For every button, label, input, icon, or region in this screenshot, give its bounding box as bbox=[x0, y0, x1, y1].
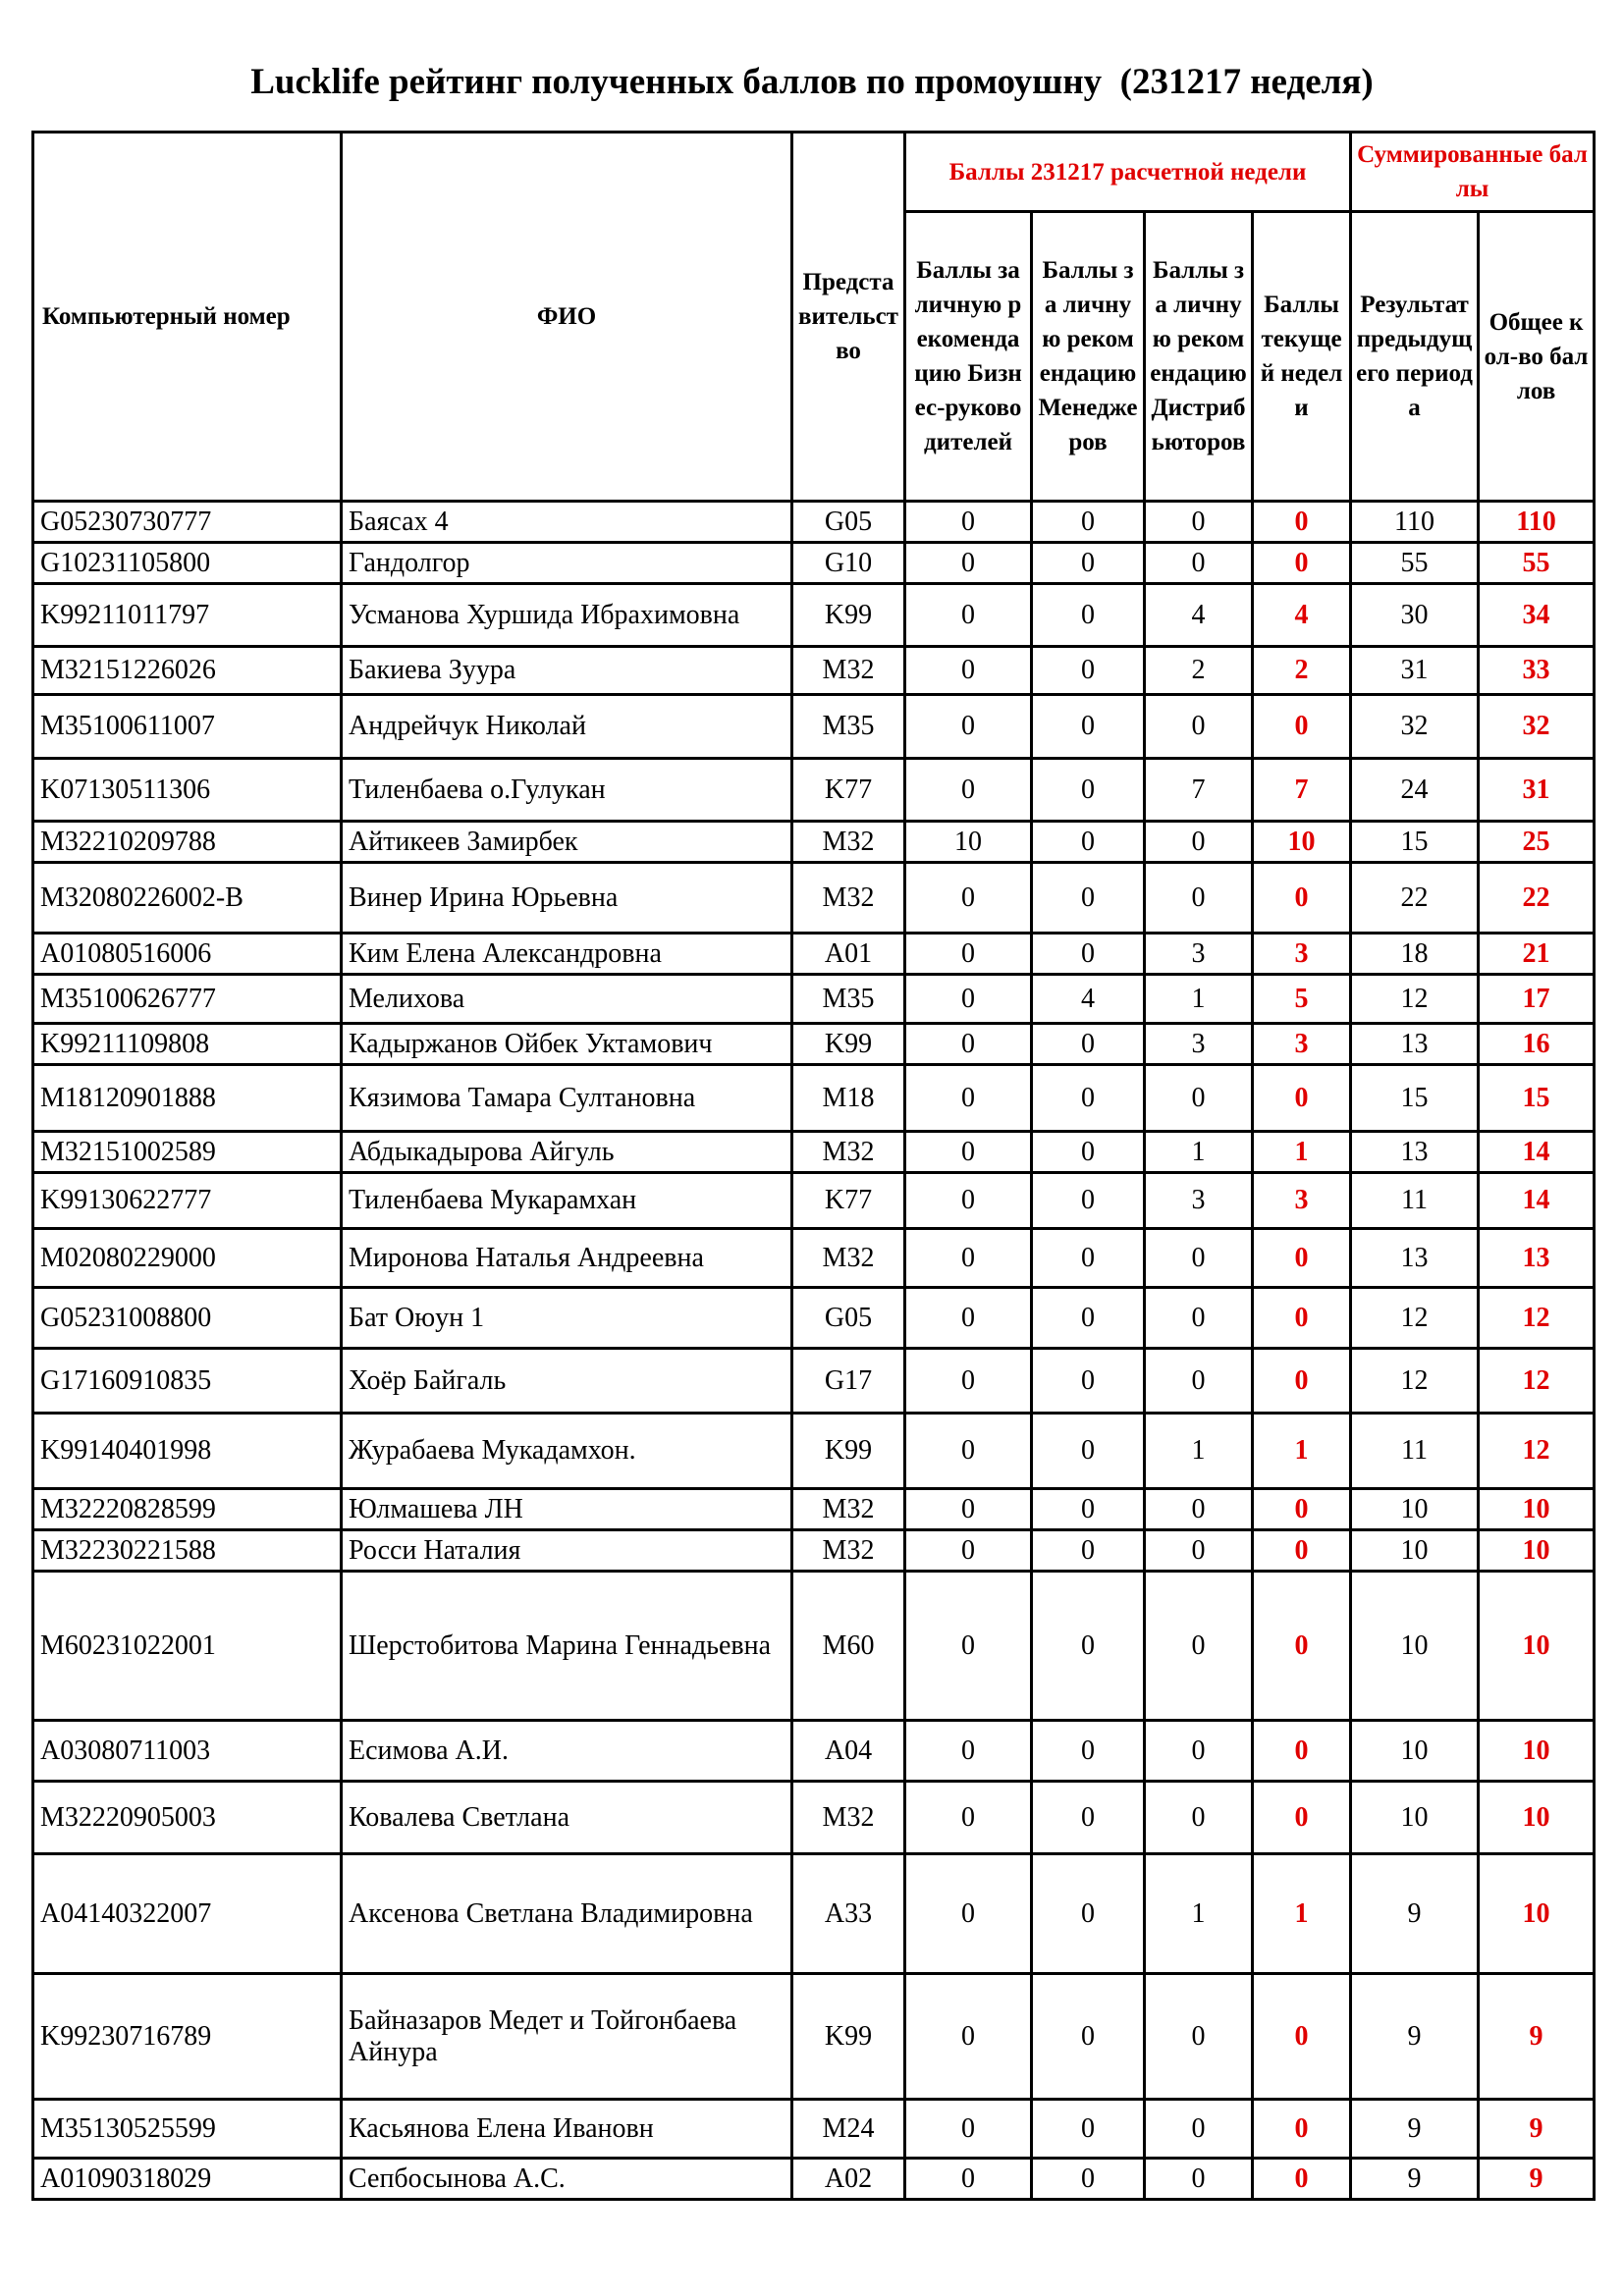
cell-dist: 3 bbox=[1145, 1173, 1253, 1229]
cell-prev: 13 bbox=[1351, 1132, 1479, 1173]
cell-prev: 13 bbox=[1351, 1229, 1479, 1288]
cell-rep: K99 bbox=[792, 584, 905, 647]
cell-dist: 1 bbox=[1145, 1854, 1253, 1974]
cell-biz: 0 bbox=[905, 759, 1032, 822]
cell-total: 9 bbox=[1479, 2100, 1595, 2159]
cell-total: 22 bbox=[1479, 863, 1595, 934]
cell-cur: 0 bbox=[1253, 1065, 1351, 1132]
cell-total: 14 bbox=[1479, 1173, 1595, 1229]
table-row bbox=[33, 1229, 1595, 1288]
cell-dist: 1 bbox=[1145, 975, 1253, 1024]
cell-name: Мелихова bbox=[342, 975, 792, 1024]
cell-name: Касьянова Елена Ивановн bbox=[342, 2100, 792, 2159]
cell-id: M35130525599 bbox=[33, 2100, 342, 2159]
cell-biz: 0 bbox=[905, 502, 1032, 543]
cell-name: Тиленбаева о.Гулукан bbox=[342, 759, 792, 822]
cell-total: 110 bbox=[1479, 502, 1595, 543]
cell-prev: 10 bbox=[1351, 1721, 1479, 1782]
cell-prev: 30 bbox=[1351, 584, 1479, 647]
table-row bbox=[33, 584, 1595, 647]
cell-biz: 0 bbox=[905, 1721, 1032, 1782]
cell-name: Винер Ирина Юрьевна bbox=[342, 863, 792, 934]
cell-id: M02080229000 bbox=[33, 1229, 342, 1288]
cell-id: K99230716789 bbox=[33, 1974, 342, 2100]
cell-mgr: 0 bbox=[1032, 2159, 1145, 2200]
cell-mgr: 0 bbox=[1032, 1854, 1145, 1974]
cell-total: 10 bbox=[1479, 1782, 1595, 1854]
cell-dist: 3 bbox=[1145, 1024, 1253, 1065]
cell-biz: 0 bbox=[905, 1974, 1032, 2100]
cell-biz: 0 bbox=[905, 975, 1032, 1024]
cell-total: 10 bbox=[1479, 1572, 1595, 1721]
cell-prev: 11 bbox=[1351, 1414, 1479, 1489]
table-row bbox=[33, 1854, 1595, 1974]
table-row bbox=[33, 1288, 1595, 1349]
cell-prev: 9 bbox=[1351, 1854, 1479, 1974]
cell-rep: M32 bbox=[792, 1132, 905, 1173]
cell-rep: M32 bbox=[792, 822, 905, 863]
cell-total: 33 bbox=[1479, 647, 1595, 695]
cell-biz: 0 bbox=[905, 647, 1032, 695]
cell-name: Кязимова Тамара Султановна bbox=[342, 1065, 792, 1132]
cell-name: Есимова А.И. bbox=[342, 1721, 792, 1782]
header-week-group: Баллы 231217 расчетной недели bbox=[905, 133, 1351, 212]
cell-dist: 0 bbox=[1145, 2100, 1253, 2159]
cell-dist: 0 bbox=[1145, 2159, 1253, 2200]
cell-biz: 10 bbox=[905, 822, 1032, 863]
cell-name: Шерстобитова Марина Геннадьевна bbox=[342, 1572, 792, 1721]
cell-cur: 3 bbox=[1253, 1173, 1351, 1229]
cell-rep: G05 bbox=[792, 1288, 905, 1349]
cell-biz: 0 bbox=[905, 1572, 1032, 1721]
cell-dist: 4 bbox=[1145, 584, 1253, 647]
cell-total: 10 bbox=[1479, 1721, 1595, 1782]
table-row bbox=[33, 1173, 1595, 1229]
cell-biz: 0 bbox=[905, 1065, 1032, 1132]
cell-biz: 0 bbox=[905, 934, 1032, 975]
cell-mgr: 0 bbox=[1032, 934, 1145, 975]
cell-name: Баясах 4 bbox=[342, 502, 792, 543]
cell-cur: 5 bbox=[1253, 975, 1351, 1024]
cell-total: 9 bbox=[1479, 2159, 1595, 2200]
cell-total: 10 bbox=[1479, 1489, 1595, 1530]
table-row bbox=[33, 1024, 1595, 1065]
cell-cur: 0 bbox=[1253, 2100, 1351, 2159]
cell-prev: 55 bbox=[1351, 543, 1479, 584]
cell-dist: 0 bbox=[1145, 1782, 1253, 1854]
header-total: Общее кол-во баллов bbox=[1479, 212, 1595, 502]
cell-name: Журабаева Мукадамхон. bbox=[342, 1414, 792, 1489]
cell-dist: 0 bbox=[1145, 1229, 1253, 1288]
cell-rep: A01 bbox=[792, 934, 905, 975]
cell-mgr: 4 bbox=[1032, 975, 1145, 1024]
cell-rep: A02 bbox=[792, 2159, 905, 2200]
cell-rep: M35 bbox=[792, 695, 905, 759]
cell-mgr: 0 bbox=[1032, 1489, 1145, 1530]
cell-prev: 22 bbox=[1351, 863, 1479, 934]
cell-rep: M32 bbox=[792, 1782, 905, 1854]
cell-biz: 0 bbox=[905, 543, 1032, 584]
cell-prev: 9 bbox=[1351, 2100, 1479, 2159]
cell-mgr: 0 bbox=[1032, 1782, 1145, 1854]
cell-biz: 0 bbox=[905, 584, 1032, 647]
table-row bbox=[33, 502, 1595, 543]
cell-biz: 0 bbox=[905, 1782, 1032, 1854]
cell-rep: K77 bbox=[792, 759, 905, 822]
cell-dist: 0 bbox=[1145, 1572, 1253, 1721]
cell-rep: M35 bbox=[792, 975, 905, 1024]
cell-mgr: 0 bbox=[1032, 1414, 1145, 1489]
cell-total: 21 bbox=[1479, 934, 1595, 975]
cell-mgr: 0 bbox=[1032, 759, 1145, 822]
header-distributor-points: Баллы за личную рекомендацию Дистрибьюторов bbox=[1145, 212, 1253, 502]
cell-mgr: 0 bbox=[1032, 1065, 1145, 1132]
cell-prev: 15 bbox=[1351, 822, 1479, 863]
cell-cur: 4 bbox=[1253, 584, 1351, 647]
rating-table bbox=[31, 131, 1596, 2201]
table-row bbox=[33, 1414, 1595, 1489]
cell-name: Абдыкадырова Айгуль bbox=[342, 1132, 792, 1173]
cell-id: A03080711003 bbox=[33, 1721, 342, 1782]
cell-prev: 9 bbox=[1351, 1974, 1479, 2100]
cell-mgr: 0 bbox=[1032, 1024, 1145, 1065]
table-row bbox=[33, 1349, 1595, 1414]
cell-total: 9 bbox=[1479, 1974, 1595, 2100]
cell-id: A01090318029 bbox=[33, 2159, 342, 2200]
cell-cur: 10 bbox=[1253, 822, 1351, 863]
cell-total: 12 bbox=[1479, 1414, 1595, 1489]
cell-id: M35100611007 bbox=[33, 695, 342, 759]
cell-prev: 32 bbox=[1351, 695, 1479, 759]
cell-total: 55 bbox=[1479, 543, 1595, 584]
cell-total: 12 bbox=[1479, 1288, 1595, 1349]
table-row bbox=[33, 822, 1595, 863]
cell-total: 34 bbox=[1479, 584, 1595, 647]
cell-id: M32220905003 bbox=[33, 1782, 342, 1854]
cell-cur: 0 bbox=[1253, 1721, 1351, 1782]
cell-mgr: 0 bbox=[1032, 1173, 1145, 1229]
table-row bbox=[33, 863, 1595, 934]
cell-prev: 9 bbox=[1351, 2159, 1479, 2200]
cell-dist: 7 bbox=[1145, 759, 1253, 822]
cell-dist: 0 bbox=[1145, 1530, 1253, 1572]
cell-total: 10 bbox=[1479, 1530, 1595, 1572]
cell-prev: 31 bbox=[1351, 647, 1479, 695]
cell-cur: 2 bbox=[1253, 647, 1351, 695]
cell-cur: 0 bbox=[1253, 1782, 1351, 1854]
cell-total: 13 bbox=[1479, 1229, 1595, 1288]
cell-prev: 18 bbox=[1351, 934, 1479, 975]
cell-cur: 3 bbox=[1253, 934, 1351, 975]
table-row bbox=[33, 975, 1595, 1024]
cell-id: G10231105800 bbox=[33, 543, 342, 584]
cell-mgr: 0 bbox=[1032, 2100, 1145, 2159]
cell-dist: 1 bbox=[1145, 1132, 1253, 1173]
cell-id: K99211109808 bbox=[33, 1024, 342, 1065]
cell-total: 14 bbox=[1479, 1132, 1595, 1173]
cell-prev: 15 bbox=[1351, 1065, 1479, 1132]
cell-cur: 0 bbox=[1253, 695, 1351, 759]
cell-dist: 2 bbox=[1145, 647, 1253, 695]
cell-cur: 0 bbox=[1253, 863, 1351, 934]
cell-name: Юлмашева ЛН bbox=[342, 1489, 792, 1530]
cell-rep: G10 bbox=[792, 543, 905, 584]
cell-id: A01080516006 bbox=[33, 934, 342, 975]
cell-cur: 1 bbox=[1253, 1414, 1351, 1489]
cell-mgr: 0 bbox=[1032, 584, 1145, 647]
cell-rep: M60 bbox=[792, 1572, 905, 1721]
cell-mgr: 0 bbox=[1032, 695, 1145, 759]
cell-prev: 12 bbox=[1351, 1288, 1479, 1349]
cell-name: Ковалева Светлана bbox=[342, 1782, 792, 1854]
table-row bbox=[33, 1132, 1595, 1173]
cell-rep: K99 bbox=[792, 1974, 905, 2100]
cell-id: M35100626777 bbox=[33, 975, 342, 1024]
cell-mgr: 0 bbox=[1032, 1530, 1145, 1572]
cell-total: 12 bbox=[1479, 1349, 1595, 1414]
cell-prev: 10 bbox=[1351, 1489, 1479, 1530]
cell-cur: 0 bbox=[1253, 1288, 1351, 1349]
cell-rep: G17 bbox=[792, 1349, 905, 1414]
cell-dist: 0 bbox=[1145, 1489, 1253, 1530]
cell-prev: 11 bbox=[1351, 1173, 1479, 1229]
table-row bbox=[33, 2159, 1595, 2200]
cell-mgr: 0 bbox=[1032, 1721, 1145, 1782]
cell-id: G05231008800 bbox=[33, 1288, 342, 1349]
cell-biz: 0 bbox=[905, 1489, 1032, 1530]
cell-dist: 0 bbox=[1145, 822, 1253, 863]
cell-name: Росси Наталия bbox=[342, 1530, 792, 1572]
cell-dist: 0 bbox=[1145, 1288, 1253, 1349]
cell-id: M32151002589 bbox=[33, 1132, 342, 1173]
cell-rep: M32 bbox=[792, 1229, 905, 1288]
table-row bbox=[33, 934, 1595, 975]
cell-rep: M32 bbox=[792, 1489, 905, 1530]
cell-dist: 0 bbox=[1145, 543, 1253, 584]
cell-mgr: 0 bbox=[1032, 822, 1145, 863]
cell-cur: 0 bbox=[1253, 502, 1351, 543]
cell-name: Аксенова Светлана Владимировна bbox=[342, 1854, 792, 1974]
cell-name: Бат Оюун 1 bbox=[342, 1288, 792, 1349]
cell-id: G17160910835 bbox=[33, 1349, 342, 1414]
cell-id: K99211011797 bbox=[33, 584, 342, 647]
cell-cur: 7 bbox=[1253, 759, 1351, 822]
cell-biz: 0 bbox=[905, 863, 1032, 934]
header-representation: Представительство bbox=[792, 133, 905, 502]
cell-cur: 1 bbox=[1253, 1132, 1351, 1173]
cell-prev: 12 bbox=[1351, 1349, 1479, 1414]
table-row bbox=[33, 1572, 1595, 1721]
cell-name: Байназаров Медет и Тойгонбаева Айнура bbox=[342, 1974, 792, 2100]
header-manager-points: Баллы за личную рекомендацию Менеджеров bbox=[1032, 212, 1145, 502]
cell-biz: 0 bbox=[905, 1229, 1032, 1288]
cell-name: Айтикеев Замирбек bbox=[342, 822, 792, 863]
cell-name: Андрейчук Николай bbox=[342, 695, 792, 759]
table-row bbox=[33, 695, 1595, 759]
cell-id: K99140401998 bbox=[33, 1414, 342, 1489]
cell-name: Сепбосынова А.С. bbox=[342, 2159, 792, 2200]
cell-dist: 0 bbox=[1145, 1974, 1253, 2100]
cell-name: Миронова Наталья Андреевна bbox=[342, 1229, 792, 1288]
cell-total: 25 bbox=[1479, 822, 1595, 863]
cell-rep: K99 bbox=[792, 1414, 905, 1489]
cell-biz: 0 bbox=[905, 1288, 1032, 1349]
cell-biz: 0 bbox=[905, 1530, 1032, 1572]
cell-id: M60231022001 bbox=[33, 1572, 342, 1721]
cell-biz: 0 bbox=[905, 2100, 1032, 2159]
header-biz-points: Баллы за личную рекомендацию Бизнес-руководителей bbox=[905, 212, 1032, 502]
cell-id: M32080226002-B bbox=[33, 863, 342, 934]
cell-cur: 0 bbox=[1253, 1572, 1351, 1721]
cell-id: M32151226026 bbox=[33, 647, 342, 695]
cell-name: Бакиева Зуура bbox=[342, 647, 792, 695]
header-fio: ФИО bbox=[342, 133, 792, 502]
cell-cur: 0 bbox=[1253, 1349, 1351, 1414]
cell-mgr: 0 bbox=[1032, 1132, 1145, 1173]
table-row bbox=[33, 2100, 1595, 2159]
cell-cur: 1 bbox=[1253, 1854, 1351, 1974]
page-title: Lucklife рейтинг полученных баллов по промоушну (231217 неделя) bbox=[250, 62, 1374, 102]
cell-prev: 24 bbox=[1351, 759, 1479, 822]
cell-name: Кадыржанов Ойбек Уктамович bbox=[342, 1024, 792, 1065]
cell-id: A04140322007 bbox=[33, 1854, 342, 1974]
cell-id: M18120901888 bbox=[33, 1065, 342, 1132]
cell-rep: K77 bbox=[792, 1173, 905, 1229]
header-sum-group: Суммированные баллы bbox=[1351, 133, 1595, 212]
header-current-week: Баллы текущей недели bbox=[1253, 212, 1351, 502]
cell-rep: A33 bbox=[792, 1854, 905, 1974]
table-body bbox=[33, 502, 1595, 2200]
cell-dist: 0 bbox=[1145, 695, 1253, 759]
cell-biz: 0 bbox=[905, 1132, 1032, 1173]
cell-prev: 10 bbox=[1351, 1530, 1479, 1572]
cell-dist: 0 bbox=[1145, 863, 1253, 934]
cell-rep: M32 bbox=[792, 647, 905, 695]
cell-total: 15 bbox=[1479, 1065, 1595, 1132]
table-row bbox=[33, 759, 1595, 822]
cell-id: K07130511306 bbox=[33, 759, 342, 822]
cell-mgr: 0 bbox=[1032, 1974, 1145, 2100]
cell-total: 32 bbox=[1479, 695, 1595, 759]
cell-cur: 0 bbox=[1253, 543, 1351, 584]
cell-prev: 13 bbox=[1351, 1024, 1479, 1065]
cell-total: 16 bbox=[1479, 1024, 1595, 1065]
table-row bbox=[33, 1721, 1595, 1782]
cell-mgr: 0 bbox=[1032, 1572, 1145, 1721]
cell-cur: 0 bbox=[1253, 2159, 1351, 2200]
cell-dist: 0 bbox=[1145, 1349, 1253, 1414]
cell-biz: 0 bbox=[905, 1024, 1032, 1065]
header-computer-number: Компьютерный номер bbox=[33, 133, 342, 502]
table-row bbox=[33, 1974, 1595, 2100]
cell-biz: 0 bbox=[905, 1173, 1032, 1229]
cell-mgr: 0 bbox=[1032, 502, 1145, 543]
cell-name: Ким Елена Александровна bbox=[342, 934, 792, 975]
cell-biz: 0 bbox=[905, 2159, 1032, 2200]
cell-dist: 0 bbox=[1145, 502, 1253, 543]
cell-biz: 0 bbox=[905, 1414, 1032, 1489]
cell-name: Хоёр Байгаль bbox=[342, 1349, 792, 1414]
table-row bbox=[33, 1065, 1595, 1132]
cell-rep: A04 bbox=[792, 1721, 905, 1782]
cell-id: M32210209788 bbox=[33, 822, 342, 863]
cell-prev: 10 bbox=[1351, 1782, 1479, 1854]
cell-mgr: 0 bbox=[1032, 1288, 1145, 1349]
cell-biz: 0 bbox=[905, 1349, 1032, 1414]
cell-rep: M32 bbox=[792, 1530, 905, 1572]
cell-mgr: 0 bbox=[1032, 1349, 1145, 1414]
cell-mgr: 0 bbox=[1032, 863, 1145, 934]
cell-prev: 110 bbox=[1351, 502, 1479, 543]
cell-dist: 0 bbox=[1145, 1721, 1253, 1782]
cell-rep: M32 bbox=[792, 863, 905, 934]
cell-rep: M18 bbox=[792, 1065, 905, 1132]
cell-total: 31 bbox=[1479, 759, 1595, 822]
cell-id: G05230730777 bbox=[33, 502, 342, 543]
table-row bbox=[33, 1782, 1595, 1854]
cell-rep: G05 bbox=[792, 502, 905, 543]
cell-prev: 12 bbox=[1351, 975, 1479, 1024]
cell-id: M32230221588 bbox=[33, 1530, 342, 1572]
cell-cur: 0 bbox=[1253, 1530, 1351, 1572]
table-row bbox=[33, 543, 1595, 584]
cell-biz: 0 bbox=[905, 1854, 1032, 1974]
cell-cur: 3 bbox=[1253, 1024, 1351, 1065]
table-row bbox=[33, 1489, 1595, 1530]
cell-total: 17 bbox=[1479, 975, 1595, 1024]
table-row bbox=[33, 1530, 1595, 1572]
cell-cur: 0 bbox=[1253, 1489, 1351, 1530]
cell-name: Гандолгор bbox=[342, 543, 792, 584]
cell-mgr: 0 bbox=[1032, 543, 1145, 584]
cell-name: Тиленбаева Мукарамхан bbox=[342, 1173, 792, 1229]
cell-name: Усманова Хуршида Ибрахимовна bbox=[342, 584, 792, 647]
cell-dist: 1 bbox=[1145, 1414, 1253, 1489]
cell-mgr: 0 bbox=[1032, 1229, 1145, 1288]
cell-id: M32220828599 bbox=[33, 1489, 342, 1530]
cell-biz: 0 bbox=[905, 695, 1032, 759]
cell-rep: M24 bbox=[792, 2100, 905, 2159]
cell-dist: 0 bbox=[1145, 1065, 1253, 1132]
cell-prev: 10 bbox=[1351, 1572, 1479, 1721]
cell-id: K99130622777 bbox=[33, 1173, 342, 1229]
cell-dist: 3 bbox=[1145, 934, 1253, 975]
cell-total: 10 bbox=[1479, 1854, 1595, 1974]
header-previous-result: Результат предыдущего периода bbox=[1351, 212, 1479, 502]
cell-rep: K99 bbox=[792, 1024, 905, 1065]
cell-cur: 0 bbox=[1253, 1229, 1351, 1288]
cell-cur: 0 bbox=[1253, 1974, 1351, 2100]
cell-mgr: 0 bbox=[1032, 647, 1145, 695]
table-row bbox=[33, 647, 1595, 695]
